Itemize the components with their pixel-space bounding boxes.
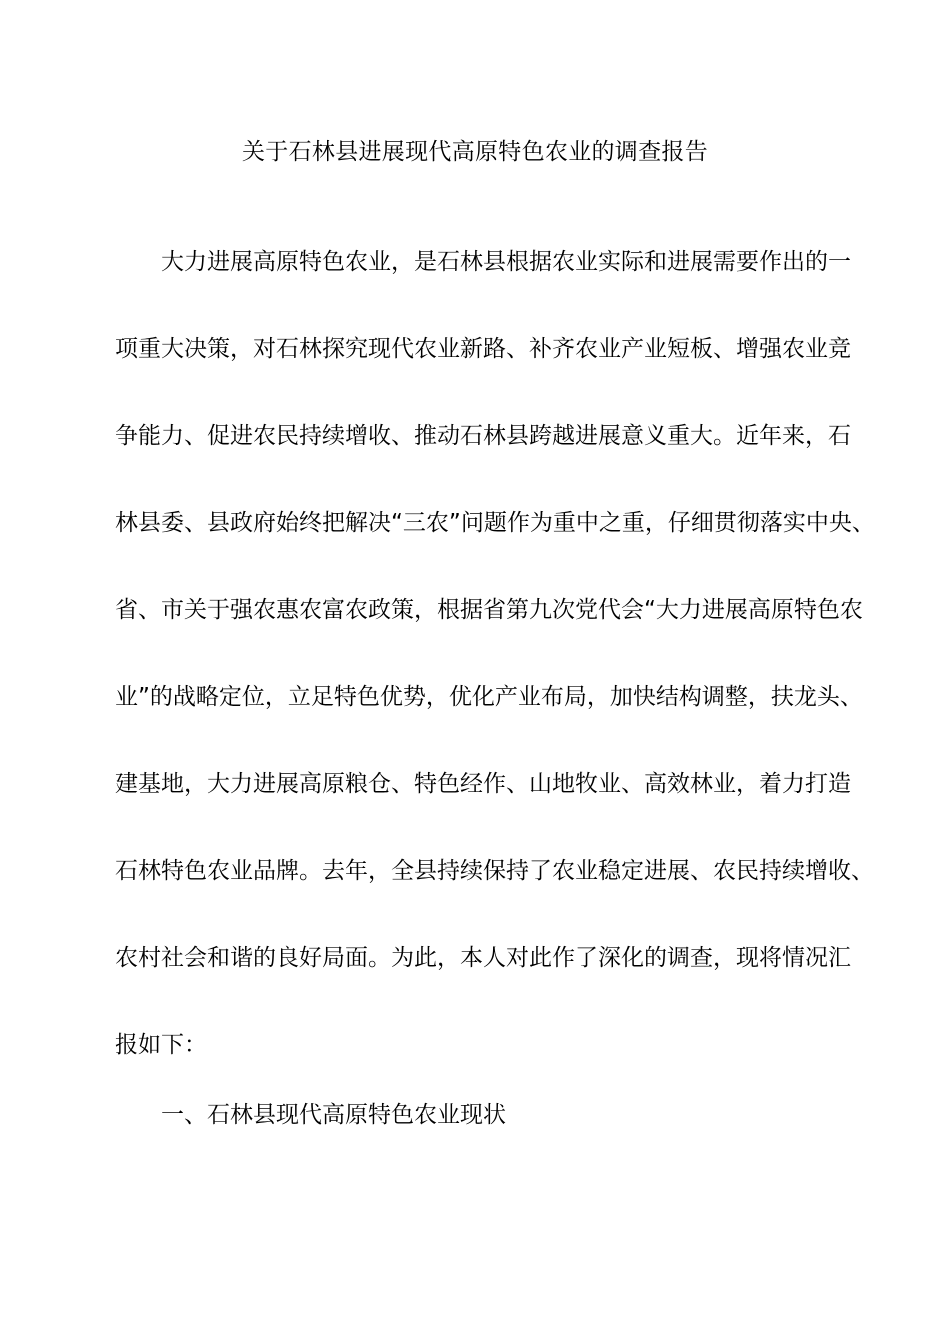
paragraph-line: 建基地，大力进展高原粮仓、特色经作、山地牧业、高效林业，着力打造 <box>115 771 851 797</box>
paragraph-line: 农村社会和谐的良好局面。为此，本人对此作了深化的调查，现将情况汇 <box>115 945 851 971</box>
section-heading: 一、石林县现代高原特色农业现状 <box>161 1102 506 1128</box>
paragraph-line: 林县委、县政府始终把解决“三农”问题作为重中之重，仔细贯彻落实中央、 <box>115 510 875 536</box>
paragraph-line: 争能力、促进农民持续增收、推动石林县跨越进展意义重大。近年来，石 <box>115 423 851 449</box>
document-title: 关于石林县进展现代高原特色农业的调查报告 <box>242 139 708 165</box>
paragraph-line: 报如下： <box>115 1032 207 1058</box>
paragraph-line: 项重大决策，对石林探究现代农业新路、补齐农业产业短板、增强农业竞 <box>115 336 851 362</box>
paragraph-line: 大力进展高原特色农业，是石林县根据农业实际和进展需要作出的一 <box>161 249 851 275</box>
paragraph-line: 石林特色农业品牌。去年，全县持续保持了农业稳定进展、农民持续增收、 <box>115 858 874 884</box>
paragraph-line: 业”的战略定位，立足特色优势，优化产业布局，加快结构调整，扶龙头、 <box>115 684 863 710</box>
paragraph-line: 省、市关于强农惠农富农政策，根据省第九次党代会“大力进展高原特色农 <box>115 597 863 623</box>
